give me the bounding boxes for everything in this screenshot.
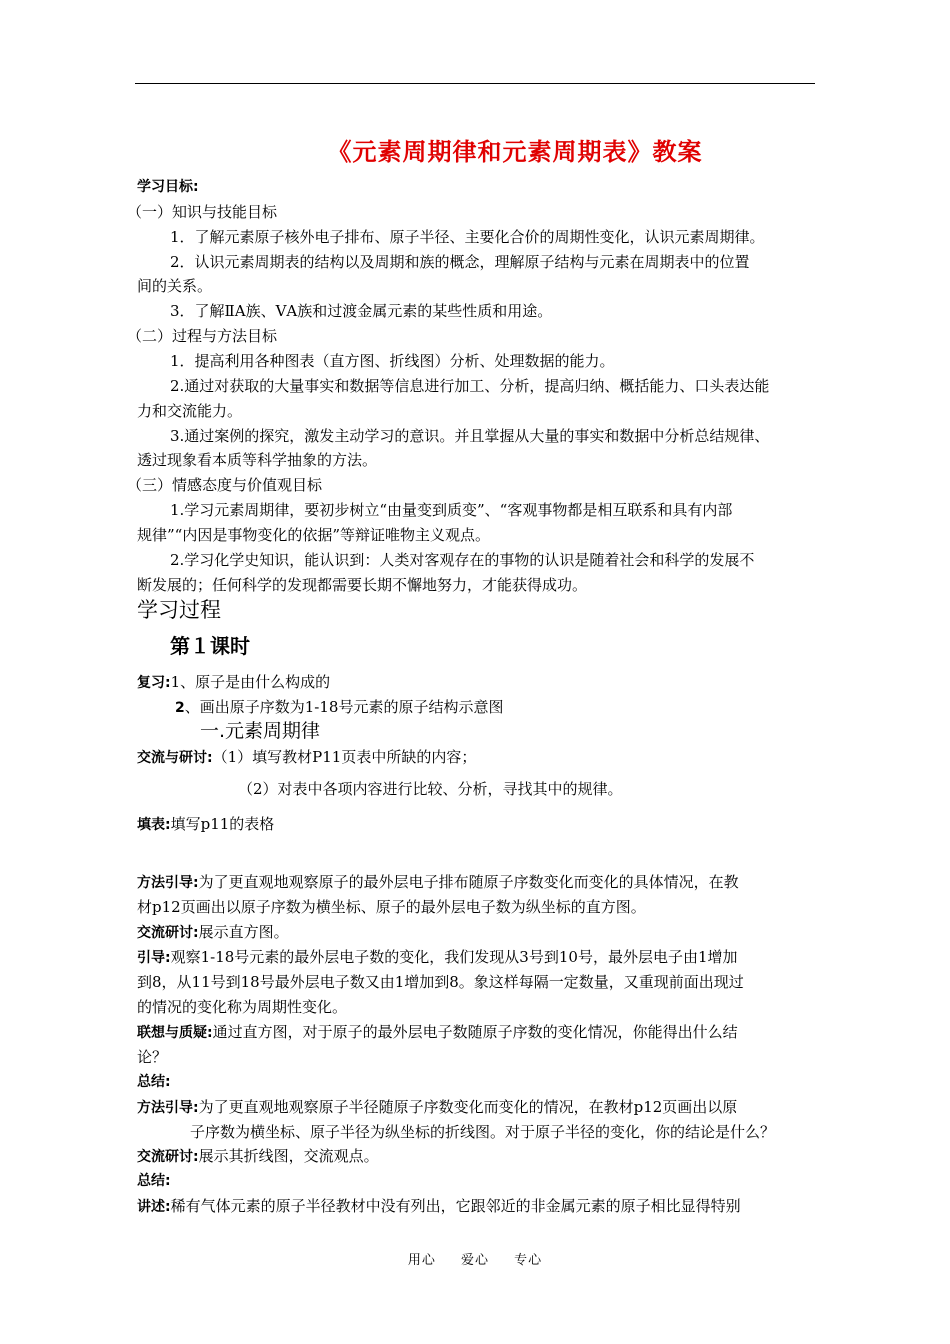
exchange2-label: 交流研讨: [137, 925, 199, 941]
section-method: （二）过程与方法目标 [127, 327, 278, 345]
think-line-2: 论？ [137, 1048, 168, 1066]
method2-text: 为了更直观地观察原子半径随原子序数变化而变化的情况，在教材p12页画出以原 [198, 1098, 738, 1116]
exchange3-line [137, 1146, 379, 1167]
process-heading: 学习过程 [137, 598, 221, 622]
exchange2-text: 展示直方图。 [198, 923, 289, 941]
exchange-item-1: （1）填写教材P11页表中所缺的内容； [212, 748, 477, 766]
objectives-heading: 学习目标: [137, 179, 199, 195]
page-footer [0, 1249, 950, 1268]
method1-label: 方法引导: [137, 875, 199, 891]
exchange3-label: 交流研讨: [137, 1149, 199, 1165]
fill-line [137, 814, 274, 835]
paragraph: 力和交流能力。 [137, 402, 243, 420]
review-line-2 [175, 697, 503, 718]
footer-word: 用心 [407, 1253, 436, 1268]
method2-label: 方法引导: [137, 1100, 199, 1116]
paragraph: 规律”“内因是事物变化的依据”等辩证唯物主义观点。 [137, 526, 491, 544]
think-label: 联想与质疑: [137, 1025, 213, 1041]
section-periodic-law: 一.元素周期律 [200, 720, 321, 742]
method1-line-1 [137, 872, 739, 893]
paragraph: 1．了解元素原子核外电子排布、原子半径、主要化合价的周期性变化，认识元素周期律。 [170, 228, 765, 246]
think-line-1 [137, 1022, 738, 1043]
summary1-label: 总结: [137, 1074, 171, 1090]
fill-label: 填表: [137, 817, 171, 833]
guide-text: 观察1-18号元素的最外层电子数的变化，我们发现从3号到10号，最外层电子由1增加 [170, 948, 738, 966]
paragraph: 3.通过案例的探究，激发主动学习的意识。并且掌握从大量的事实和数据中分析总结规律、 [170, 427, 770, 445]
review-line-1 [137, 672, 330, 693]
paragraph: 2．认识元素周期表的结构以及周期和族的概念，理解原子结构与元素在周期表中的位置 [170, 253, 750, 271]
review-number: 2 [175, 700, 185, 716]
review-item-1: 1、原子是由什么构成的 [170, 673, 331, 691]
footer-word: 爱心 [460, 1253, 489, 1268]
paragraph: 3．了解ⅡA族、ⅤA族和过渡金属元素的某些性质和用途。 [170, 302, 553, 320]
fill-text: 填写p11的表格 [170, 815, 275, 833]
paragraph: 2.学习化学史知识，能认识到：人类对客观存在的事物的认识是随着社会和科学的发展不 [170, 551, 755, 569]
method2-line-1 [137, 1097, 737, 1118]
exchange3-text: 展示其折线图，交流观点。 [198, 1147, 379, 1165]
lesson-heading: 第１课时 [170, 634, 250, 658]
lecture-line [137, 1196, 741, 1217]
guide-line-2: 到8，从11号到18号最外层电子数又由1增加到8。象这样每隔一定数量，又重现前面出现过 [137, 973, 744, 991]
paragraph: 断发展的；任何科学的发现都需要长期不懈地努力，才能获得成功。 [137, 576, 588, 594]
page-title: 《元素周期律和元素周期表》教案 [327, 138, 703, 166]
exchange2-line [137, 922, 289, 943]
summary2-label: 总结: [137, 1173, 171, 1189]
paragraph: 2.通过对获取的大量事实和数据等信息进行加工、分析，提高归纳、概括能力、口头表达能 [170, 377, 770, 395]
section-attitude: （三）情感态度与价值观目标 [127, 476, 323, 494]
think-text: 通过直方图，对于原子的最外层电子数随原子序数的变化情况，你能得出什么结 [212, 1023, 738, 1041]
exchange-item-2: （2）对表中各项内容进行比较、分析，寻找其中的规律。 [238, 780, 623, 798]
method1-text: 为了更直观地观察原子的最外层电子排布随原子序数变化而变化的具体情况，在教 [198, 873, 739, 891]
method2-line-2: 子序数为横坐标、原子半径为纵坐标的折线图。对于原子半径的变化，你的结论是什么？ [190, 1123, 776, 1141]
guide-label: 引导: [137, 950, 171, 966]
guide-line-3: 的情况的变化称为周期性变化。 [137, 998, 348, 1016]
lecture-label: 讲述: [137, 1199, 171, 1215]
review-label: 复习: [137, 675, 171, 691]
review-item-2: 、画出原子序数为1-18号元素的原子结构示意图 [184, 698, 504, 716]
footer-word: 专心 [514, 1253, 543, 1268]
paragraph: 1.学习元素周期律，要初步树立“由量变到质变”、“客观事物都是相互联系和具有内部 [170, 501, 733, 519]
method1-line-2: 材p12页画出以原子序数为横坐标、原子的最外层电子数为纵坐标的直方图。 [137, 898, 646, 916]
section-knowledge: （一）知识与技能目标 [127, 203, 278, 221]
paragraph: 1．提高利用各种图表（直方图、折线图）分析、处理数据的能力。 [170, 352, 615, 370]
header-rule [135, 83, 815, 84]
paragraph: 间的关系。 [137, 277, 213, 295]
guide-line-1 [137, 947, 738, 968]
exchange-label: 交流与研讨: [137, 750, 213, 766]
exchange-line-1 [137, 747, 476, 768]
paragraph: 透过现象看本质等科学抽象的方法。 [137, 451, 378, 469]
lecture-text: 稀有气体元素的原子半径教材中没有列出，它跟邻近的非金属元素的原子相比显得特别 [170, 1197, 741, 1215]
